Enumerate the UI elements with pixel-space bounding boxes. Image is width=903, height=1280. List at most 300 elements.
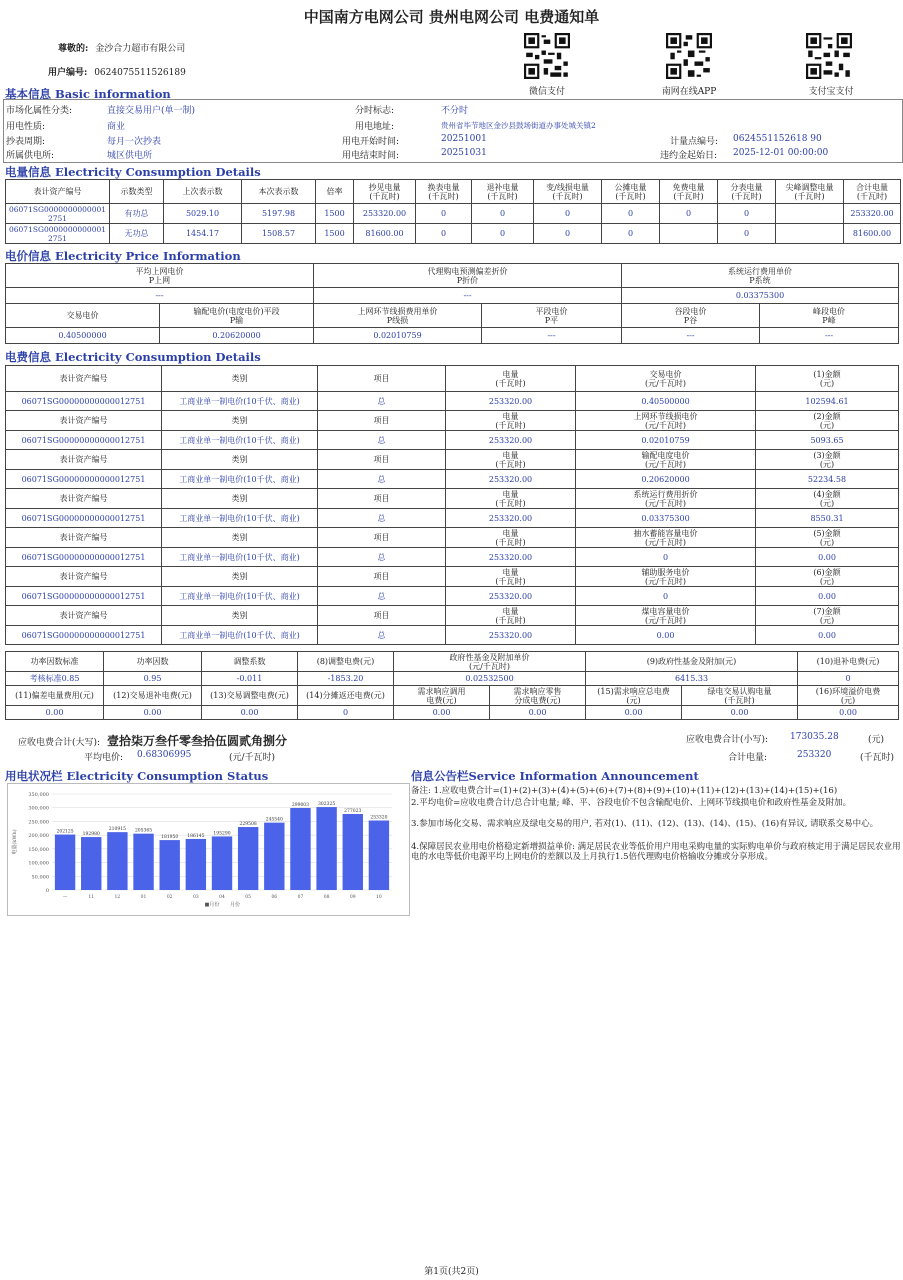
price-header-cell: 平段电价 P平 (482, 304, 622, 328)
price-header-cell: 谷段电价 P谷 (622, 304, 760, 328)
consumption-cell: 无功总 (110, 224, 164, 244)
total-upper-value: 壹拾柒万叁仟零叁拾伍圆贰角捌分 (106, 734, 287, 748)
chart-bar (290, 808, 310, 890)
fee-value-cell: 0.40500000 (576, 392, 756, 411)
fee-value-row (6, 626, 899, 645)
consumption-header-cell: 换表电量 (千瓦时) (416, 180, 472, 204)
consumption-header-cell: 合计电量 (千瓦时) (844, 180, 901, 204)
consumption-row (6, 204, 901, 224)
total-kwh-label: 合计电量: (728, 753, 768, 763)
extra-value-cell: 0.00 (104, 706, 202, 720)
fee-value-cell: 253320.00 (446, 470, 576, 489)
fee-header-cell: 表计资产编号 (6, 489, 162, 509)
x-tick-label: 10 (376, 895, 382, 900)
extra-value-cell: 0.00 (6, 706, 104, 720)
price-header-cell: 输配电价(电度电价)平段 P输 (160, 304, 314, 328)
consumption-cell: 81600.00 (354, 224, 416, 244)
total-kwh-value: 253320 (797, 750, 832, 760)
fee-value-cell: 0.02010759 (576, 431, 756, 450)
fee-header-cell: 表计资产编号 (6, 606, 162, 626)
consumption-section-title: 电量信息 Electricity Consumption Details (5, 165, 261, 179)
consumption-cell: 0 (718, 204, 776, 224)
x-tick-label: 07 (297, 895, 304, 900)
fee-header-cell: 电量 (千瓦时) (446, 528, 576, 548)
extra-value-cell: 0 (798, 672, 899, 686)
consumption-header-cell: 分表电量 (千瓦时) (718, 180, 776, 204)
app-qr-code[interactable] (666, 33, 712, 79)
extra-value-cell: -1853.20 (298, 672, 394, 686)
consumption-cell: 0 (534, 224, 602, 244)
extra-value-cell: 0.95 (104, 672, 202, 686)
chart-bar (238, 827, 258, 890)
y-tick-label: 150,000 (28, 846, 49, 853)
fee-header-cell: (5)金额 (元) (756, 528, 899, 548)
fee-value-cell: 工商业单一制电价(10千伏、商业) (162, 509, 318, 528)
fee-header-cell: 类别 (162, 366, 318, 392)
consumption-cell: 253320.00 (844, 204, 901, 224)
fee-header-cell: 表计资产编号 (6, 366, 162, 392)
fee-value-cell: 总 (318, 470, 446, 489)
x-tick-label: 11 (88, 895, 95, 900)
fee-header-row (6, 411, 899, 431)
fee-header-cell: 系统运行费用折价 (元/千瓦时) (576, 489, 756, 509)
market-type-label: 市场化属性分类: (6, 106, 73, 116)
consumption-cell: 0 (472, 224, 534, 244)
fee-header-cell: (7)金额 (元) (756, 606, 899, 626)
consumption-header-cell: 抄见电量 (千瓦时) (354, 180, 416, 204)
extra-header-cell: 功率因数标准 (6, 652, 104, 672)
x-tick-label: 03 (192, 895, 199, 900)
fee-value-cell: 0.00 (576, 626, 756, 645)
wechat-qr-code[interactable] (524, 33, 570, 79)
address: 贵州省毕节地区金沙县鼓场街道办事处城关镇2 (441, 121, 596, 130)
price-value-cell: 0.20620000 (160, 328, 314, 344)
avg-price-unit: (元/千瓦时) (229, 753, 276, 763)
total-upper (18, 732, 287, 749)
extra-value-cell: 6415.33 (586, 672, 798, 686)
fee-header-cell: 项目 (318, 567, 446, 587)
price-section-title: 电价信息 Electricity Price Information (5, 249, 241, 263)
fee-header-row (6, 567, 899, 587)
extra-header-cell: (10)退补电费(元) (798, 652, 899, 672)
consumption-cell: 0 (718, 224, 776, 244)
fee-value-cell: 06071SG00000000000012751 (6, 431, 162, 450)
consumption-header-cell: 示数类型 (110, 180, 164, 204)
chart-legend: ■月份 (204, 902, 220, 908)
consumption-table (5, 179, 901, 244)
consumption-header-cell: 本次表示数 (242, 180, 316, 204)
consumption-cell: 有功总 (110, 204, 164, 224)
deviation-price: --- (314, 288, 622, 304)
consumption-cell: 1508.57 (242, 224, 316, 244)
x-tick-label: 06 (271, 895, 278, 900)
fee-value-cell: 5093.65 (756, 431, 899, 450)
fee-value-cell: 工商业单一制电价(10千伏、商业) (162, 431, 318, 450)
extra-header-cell: (11)偏差电量费用(元) (6, 686, 104, 706)
fee-value-cell: 总 (318, 392, 446, 411)
fee-value-cell: 102594.61 (756, 392, 899, 411)
fee-header-cell: 电量 (千瓦时) (446, 606, 576, 626)
notice-line-2: 2.平均电价=应收电费合计/总合计电量; 峰、平、谷段电价不包含输配电价、上网环节线损电价和政府性基金及附加。 (411, 798, 852, 808)
station: 城区供电所 (107, 151, 153, 161)
x-tick-label: 05 (245, 895, 252, 900)
fee-header-cell: 类别 (162, 606, 318, 626)
consumption-cell: 0 (416, 224, 472, 244)
fee-value-row (6, 431, 899, 450)
consumption-cell: 0 (472, 204, 534, 224)
fee-value-cell: 工商业单一制电价(10千伏、商业) (162, 392, 318, 411)
fee-value-cell: 0 (576, 587, 756, 606)
fee-header-cell: 输配电度电价 (元/千瓦时) (576, 450, 756, 470)
extra-header-cell: (9)政府性基金及附加(元) (586, 652, 798, 672)
x-axis-label: 月份 (230, 902, 241, 908)
extra-header-cell: 绿电交易认购电量 (千瓦时) (682, 686, 798, 706)
extra-value-cell: 考核标准0.85 (6, 672, 104, 686)
extra-value-cell: -0.011 (202, 672, 298, 686)
fee-table (5, 365, 899, 645)
consumption-header-cell: 变/线损电量 (千瓦时) (534, 180, 602, 204)
chart-bar (186, 839, 206, 890)
price-header-cell: 峰段电价 P峰 (760, 304, 899, 328)
bar-value-label: 302325 (318, 802, 336, 808)
extra-value-cell: 0.00 (394, 706, 490, 720)
x-tick-label: — (62, 895, 68, 900)
fee-header-cell: 煤电容量电价 (元/千瓦时) (576, 606, 756, 626)
extra-header-cell: (15)需求响应总电费 (元) (586, 686, 682, 706)
fee-value-cell: 253320.00 (446, 509, 576, 528)
consumption-cell: 5029.10 (164, 204, 242, 224)
bar-value-label: 202125 (56, 829, 74, 835)
fee-header-row (6, 606, 899, 626)
price-value-cell: --- (622, 328, 760, 344)
penalty-label: 违约金起始日: (660, 151, 718, 161)
bar-value-label: 245540 (265, 817, 283, 823)
extra-header-cell: 政府性基金及附加单价 (元/千瓦时) (394, 652, 586, 672)
consumption-header-cell: 上次表示数 (164, 180, 242, 204)
consumption-cell: 06071SG00000000000012751 (6, 224, 110, 244)
fee-value-cell: 253320.00 (446, 392, 576, 411)
bar-value-label: 229508 (239, 822, 257, 828)
end-label: 用电结束时间: (342, 151, 400, 161)
y-tick-label: 200,000 (28, 833, 49, 840)
fee-value-cell: 253320.00 (446, 626, 576, 645)
chart-bar (369, 821, 389, 890)
meter-no-label: 计量点编号: (670, 137, 719, 147)
bar-value-label: 181950 (161, 835, 179, 841)
alipay-qr-code[interactable] (806, 33, 852, 79)
fee-header-cell: (2)金额 (元) (756, 411, 899, 431)
account-number: 0624075511526189 (94, 68, 186, 78)
consumption-header-cell: 公摊电量 (千瓦时) (602, 180, 660, 204)
fee-value-cell: 06071SG00000000000012751 (6, 626, 162, 645)
fee-header-row (6, 450, 899, 470)
x-tick-label: 08 (323, 895, 330, 900)
fee-value-cell: 0 (576, 548, 756, 567)
page-number: 第1页(共2页) (424, 1267, 479, 1277)
fee-header-cell: 上网环节线损电价 (元/千瓦时) (576, 411, 756, 431)
consumption-cell (660, 224, 718, 244)
extra-value-cell: 0.00 (798, 706, 899, 720)
extra-header-cell: (8)调整电费(元) (298, 652, 394, 672)
fee-header-cell: 电量 (千瓦时) (446, 450, 576, 470)
fee-value-cell: 06071SG00000000000012751 (6, 587, 162, 606)
fee-value-cell: 总 (318, 509, 446, 528)
consumption-header-cell: 表计资产编号 (6, 180, 110, 204)
avg-price-label: 平均电价: (84, 753, 124, 763)
consumption-header-cell: 免费电量 (千瓦时) (660, 180, 718, 204)
consumption-cell: 0 (416, 204, 472, 224)
station-label: 所属供电所: (6, 151, 55, 161)
consumption-cell: 5197.98 (242, 204, 316, 224)
fee-value-cell: 总 (318, 548, 446, 567)
fee-header-cell: (4)金额 (元) (756, 489, 899, 509)
deviation-price-header: 代理购电预测偏差折价 P折价 (314, 264, 622, 288)
bar-value-label: 277023 (344, 809, 362, 815)
bar-value-label: 186145 (187, 833, 205, 839)
fee-value-cell: 8550.31 (756, 509, 899, 528)
fee-header-cell: 类别 (162, 528, 318, 548)
consumption-cell: 1454.17 (164, 224, 242, 244)
fee-header-cell: 项目 (318, 528, 446, 548)
fee-value-cell: 0.03375300 (576, 509, 756, 528)
consumption-cell: 1500 (316, 224, 354, 244)
extra-header-cell: (14)分摊返还电费(元) (298, 686, 394, 706)
status-section-title: 用电状况栏 Electricity Consumption Status (5, 769, 269, 783)
total-lower-label: 应收电费合计(小写): (686, 735, 769, 745)
x-tick-label: 04 (219, 895, 225, 900)
notice-line-3: 3.参加市场化交易、需求响应及绿电交易的用户, 若对(1)、(11)、(12)、(13)、(14)、(15)、(16)有异议, 请联系交易中心。 (411, 819, 879, 829)
consumption-row (6, 224, 901, 244)
price-value-cell: --- (482, 328, 622, 344)
extra-fee-table (5, 651, 899, 720)
notice-section-title: 信息公告栏Service Information Announcement (411, 769, 699, 783)
consumption-header-cell: 倍率 (316, 180, 354, 204)
fee-header-cell: (1)金额 (元) (756, 366, 899, 392)
penalty-date: 2025-12-01 00:00:00 (733, 148, 829, 158)
y-tick-label: 250,000 (28, 819, 49, 826)
y-tick-label: 50,000 (31, 874, 49, 881)
chart-bar (133, 834, 153, 890)
y-tick-label: 300,000 (28, 805, 49, 812)
extra-header-cell: 功率因数 (104, 652, 202, 672)
fee-header-cell: 辅助服务电价 (元/千瓦时) (576, 567, 756, 587)
chart-bar (81, 837, 101, 890)
basic-section-title: 基本信息 Basic information (5, 87, 171, 101)
consumption-cell: 81600.00 (844, 224, 901, 244)
x-tick-label: 01 (140, 895, 147, 900)
x-tick-label: 09 (349, 895, 356, 900)
fee-value-cell: 06071SG00000000000012751 (6, 470, 162, 489)
usage-type-label: 用电性质: (6, 122, 46, 132)
extra-value-cell: 0.00 (490, 706, 586, 720)
fee-value-cell: 工商业单一制电价(10千伏、商业) (162, 548, 318, 567)
fee-header-cell: 表计资产编号 (6, 567, 162, 587)
bill-title: 中国南方电网公司 贵州电网公司 电费通知单 (303, 8, 600, 26)
fee-header-cell: 类别 (162, 567, 318, 587)
account (48, 65, 186, 78)
price-header-cell: 上网环节线损费用单价 P线损 (314, 304, 482, 328)
address-label: 用电地址: (355, 122, 395, 132)
consumption-cell: 253320.00 (354, 204, 416, 224)
chart-bar (264, 823, 284, 890)
fee-value-row (6, 587, 899, 606)
fee-value-row (6, 392, 899, 411)
fee-value-cell: 06071SG00000000000012751 (6, 548, 162, 567)
alipay-label: 支付宝支付 (808, 87, 854, 97)
fee-header-cell: (6)金额 (元) (756, 567, 899, 587)
notice-line-1: 备注: 1.应收电费合计=(1)+(2)+(3)+(4)+(5)+(6)+(7)+(8)+(9)+(10)+(11)+(12)+(13)+(14)+(15)+(16) (411, 786, 838, 796)
fee-header-cell: 电量 (千瓦时) (446, 411, 576, 431)
usage-type: 商业 (107, 122, 126, 132)
fee-value-cell: 52234.58 (756, 470, 899, 489)
extra-value-cell: 0 (298, 706, 394, 720)
consumption-chart (7, 783, 410, 916)
fee-header-cell: 类别 (162, 411, 318, 431)
fee-header-cell: 交易电价 (元/千瓦时) (576, 366, 756, 392)
bar-value-label: 205365 (134, 828, 153, 834)
fee-value-cell: 总 (318, 431, 446, 450)
fee-value-cell: 0.00 (756, 548, 899, 567)
chart-bar (316, 807, 336, 890)
salutation-label: 尊敬的: (58, 44, 89, 54)
extra-header-cell: 调整系数 (202, 652, 298, 672)
chart-bar (212, 836, 232, 890)
fee-value-cell: 0.00 (756, 587, 899, 606)
consumption-cell: 0 (660, 204, 718, 224)
x-tick-label: 12 (114, 895, 121, 900)
consumption-cell: 0 (602, 224, 660, 244)
fee-value-cell: 工商业单一制电价(10千伏、商业) (162, 470, 318, 489)
consumption-cell: 0 (602, 204, 660, 224)
end-date: 20251031 (441, 148, 487, 158)
cycle-label: 抄表周期: (6, 137, 46, 147)
fee-value-cell: 253320.00 (446, 548, 576, 567)
fee-header-cell: 类别 (162, 489, 318, 509)
consumption-cell (776, 204, 844, 224)
total-lower-value: 173035.28 (790, 732, 839, 742)
fee-header-cell: 项目 (318, 411, 446, 431)
fee-value-cell: 总 (318, 587, 446, 606)
fee-header-cell: 项目 (318, 489, 446, 509)
fee-header-cell: 类别 (162, 450, 318, 470)
price-header-cell: 交易电价 (6, 304, 160, 328)
fee-header-cell: 表计资产编号 (6, 528, 162, 548)
market-type: 直接交易用户(单一制) (107, 106, 196, 116)
y-axis-label: 电量(kWh) (12, 829, 18, 855)
total-kwh-unit: (千瓦时) (860, 753, 895, 763)
bar-value-label: 253320 (370, 815, 388, 821)
bar-value-label: 195290 (213, 831, 231, 837)
fee-value-cell: 0.00 (756, 626, 899, 645)
fee-value-row (6, 470, 899, 489)
fee-value-cell: 0.20620000 (576, 470, 756, 489)
avg-grid-price-header: 平均上网电价 P上网 (6, 264, 314, 288)
consumption-cell (776, 224, 844, 244)
extra-value-cell: 0.02532500 (394, 672, 586, 686)
fee-value-cell: 253320.00 (446, 587, 576, 606)
total-lower-unit: (元) (868, 735, 885, 745)
csg-app-label: 南网在线APP (661, 87, 717, 97)
cycle: 每月一次抄表 (107, 137, 162, 147)
price-value-cell: 0.40500000 (6, 328, 160, 344)
fee-header-cell: 项目 (318, 366, 446, 392)
price-value-cell: --- (760, 328, 899, 344)
fee-header-row (6, 489, 899, 509)
fee-header-cell: 表计资产编号 (6, 450, 162, 470)
extra-header-cell: (12)交易退补电费(元) (104, 686, 202, 706)
consumption-cell: 06071SG00000000000012751 (6, 204, 110, 224)
consumption-header-cell: 退补电量 (千瓦时) (472, 180, 534, 204)
extra-header-cell: (16)环境溢价电费 (元) (798, 686, 899, 706)
fee-section-title: 电费信息 Electricity Consumption Details (5, 350, 261, 364)
chart-svg (8, 784, 409, 915)
fee-header-cell: 抽水蓄能容量电价 (元/千瓦时) (576, 528, 756, 548)
meter-no: 0624551152618 90 (733, 134, 822, 144)
fee-header-cell: 电量 (千瓦时) (446, 489, 576, 509)
fee-value-cell: 06071SG00000000000012751 (6, 509, 162, 528)
chart-bar (107, 832, 127, 890)
y-tick-label: 0 (45, 888, 49, 894)
extra-value-cell: 0.00 (682, 706, 798, 720)
fee-header-cell: 电量 (千瓦时) (446, 567, 576, 587)
time-flag-label: 分时标志: (355, 106, 395, 116)
notice-line-4: 4.保障居民农业用电价格稳定新增损益单价: 满足居民农业等低价用户用电采购电量的实际购电单价与政府核定用于满足居民农业用电的水电等低价电源平均上网电价的差额以及上月执行1.5倍代理购电价格输收分摊或分享形成。 (411, 842, 901, 862)
consumption-cell: 0 (534, 204, 602, 224)
y-tick-label: 100,000 (28, 860, 49, 867)
fee-header-row (6, 366, 899, 392)
salutation (58, 41, 185, 54)
fee-header-row (6, 528, 899, 548)
fee-value-cell: 工商业单一制电价(10千伏、商业) (162, 587, 318, 606)
fee-header-cell: (3)金额 (元) (756, 450, 899, 470)
chart-bar (343, 814, 363, 890)
customer-name: 金沙合力超市有限公司 (95, 44, 186, 54)
x-tick-label: 02 (166, 895, 173, 900)
consumption-cell: 1500 (316, 204, 354, 224)
fee-value-row (6, 509, 899, 528)
fee-header-cell: 项目 (318, 450, 446, 470)
total-upper-label: 应收电费合计(大写): (18, 738, 101, 748)
system-price-header: 系统运行费用单价 P系统 (622, 264, 899, 288)
avg-price-value: 0.68306995 (137, 750, 192, 760)
price-table (5, 263, 899, 344)
fee-value-row (6, 548, 899, 567)
start-date: 20251001 (441, 134, 487, 144)
fee-value-cell: 253320.00 (446, 431, 576, 450)
extra-value-cell: 0.00 (586, 706, 682, 720)
basic-info-box (3, 99, 903, 163)
account-label: 用户编号: (48, 68, 88, 78)
extra-header-cell: 需求响应零售 分成电费(元) (490, 686, 586, 706)
fee-header-cell: 表计资产编号 (6, 411, 162, 431)
extra-value-cell: 0.00 (202, 706, 298, 720)
fee-value-cell: 工商业单一制电价(10千伏、商业) (162, 626, 318, 645)
fee-value-cell: 总 (318, 626, 446, 645)
fee-value-cell: 06071SG00000000000012751 (6, 392, 162, 411)
chart-bar (159, 840, 179, 890)
fee-header-cell: 电量 (千瓦时) (446, 366, 576, 392)
y-tick-label: 350,000 (28, 792, 49, 798)
system-price: 0.03375300 (622, 288, 899, 304)
bar-value-label: 299003 (291, 802, 310, 808)
extra-header-cell: (13)交易调整电费(元) (202, 686, 298, 706)
bar-value-label: 192980 (82, 832, 100, 838)
avg-grid-price: --- (6, 288, 314, 304)
bar-value-label: 210915 (108, 827, 126, 833)
price-value-cell: 0.02010759 (314, 328, 482, 344)
consumption-header-cell: 尖峰调整电量 (千瓦时) (776, 180, 844, 204)
chart-bar (55, 835, 75, 890)
